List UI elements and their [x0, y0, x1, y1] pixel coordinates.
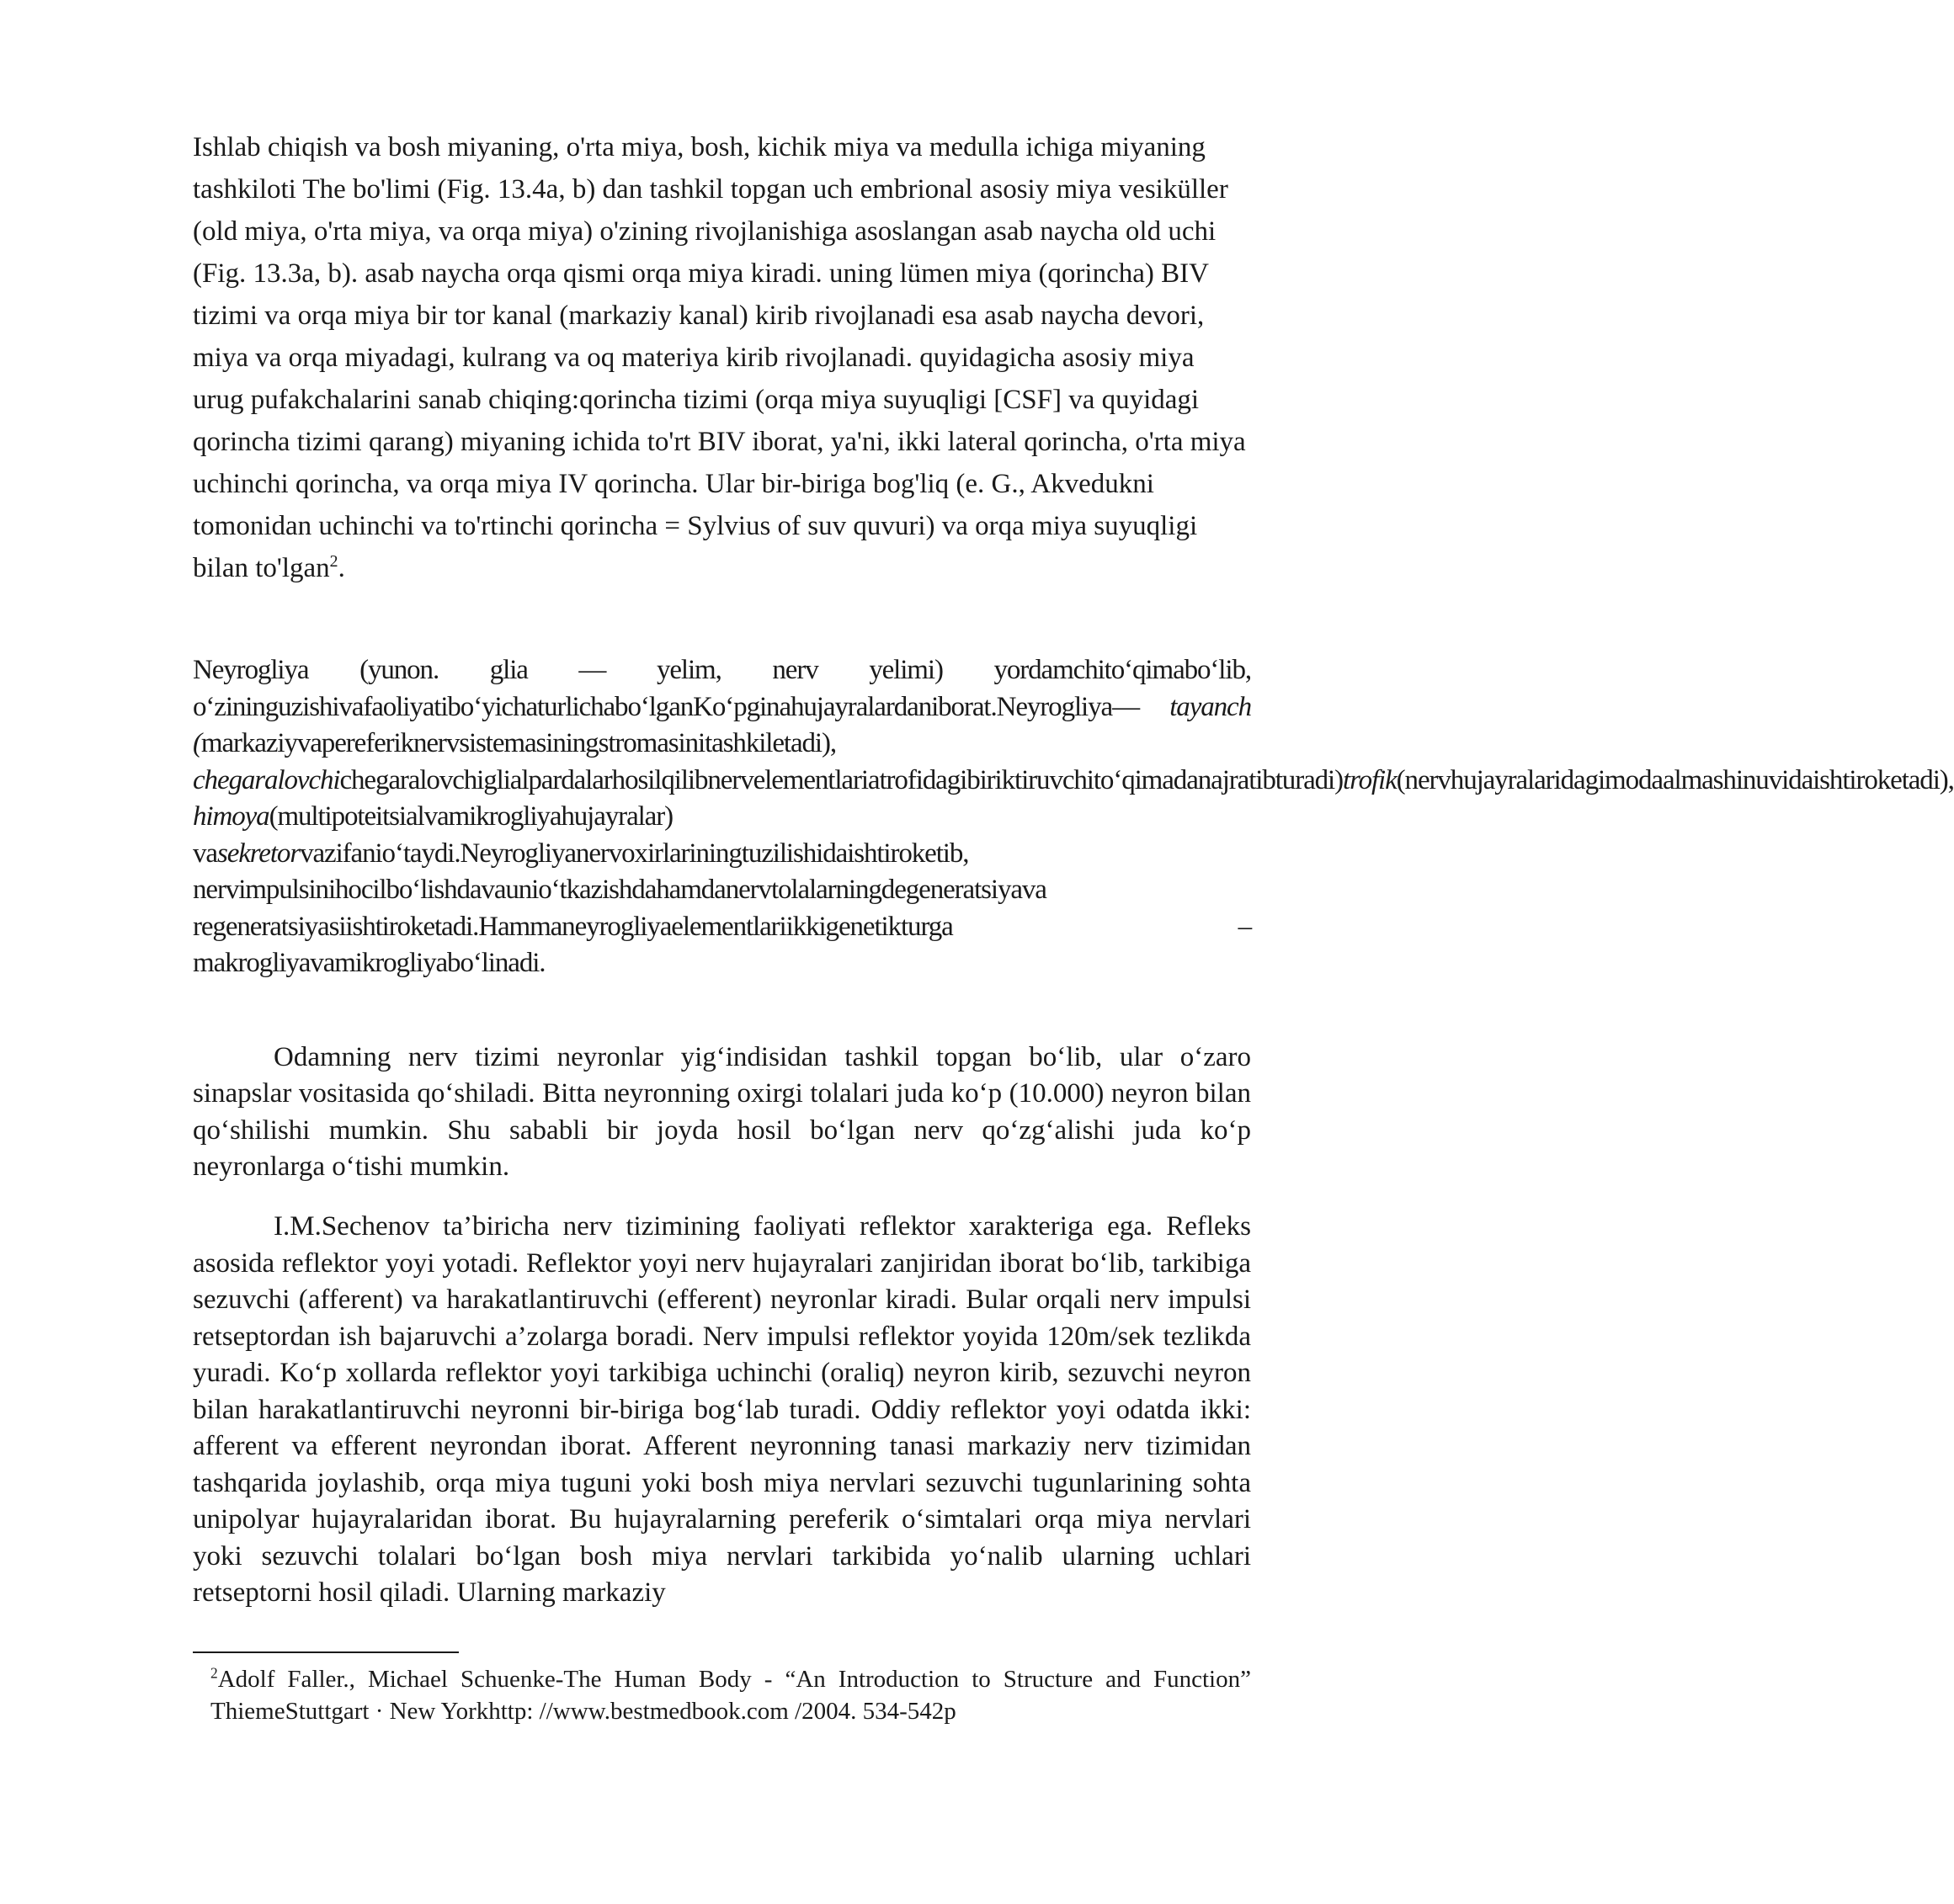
text-run: (multipoteitsialvamikrogliyahujayralar) va	[193, 801, 674, 869]
italic-term: sekretor	[216, 838, 301, 869]
text-run: markaziyvapereferiknervsistemasiningstromasinitashkiletadi),	[200, 728, 837, 758]
footnote-reference[interactable]: 2	[329, 552, 338, 571]
footnote	[210, 1663, 1251, 1727]
italic-term: himoya	[193, 801, 269, 832]
text-run: vazifanio‘taydi.Neyrogliyanervoxirlariningtuzilishidaishtiroketib, nervimpulsinihocilbo‘lishdavaunio‘tkazishdahamdanervtolalarningdegeneratsiyava regeneratsiyasiishtiroketadi.Hammaneyrogliyaelementlariikkigenetikturga – makrogliyavamikrogliyabo‘linadi.	[193, 838, 1251, 978]
paragraph-text: Ishlab chiqish va bosh miyaning, o'rta miya, bosh, kichik miya va medulla ichiga miyaning tashkiloti The bo'limi (Fig. 13.4a, b) dan tashkil topgan uch embrional asosiy miya vesiküller (old miya, o'rta miya, va orqa miya) o'zining rivojlanishiga asoslangan asab naycha old uchi (Fig. 13.3a, b). asab naycha orqa qismi orqa miya kiradi. uning lümen miya (qorincha) BIV tizimi va orqa miya bir tor kanal (markaziy kanal) kirib rivojlanadi esa asab naycha devori, miya va orqa miyadagi, kulrang va oq materiya kirib rivojlanadi. quyidagicha asosiy miya urug pufakchalarini sanab chiqing:qorincha tizimi (orqa miya suyuqligi [CSF] va quyidagi qorincha tizimi qarang) miyaning ichida to'rt BIV iborat, ya'ni, ikki lateral qorincha, o'rta miya uchinchi qorincha, va orqa miya IV qorincha. Ular bir-biriga bog'liq (e. G., Akvedukni tomonidan uchinchi va to'rtinchi qorincha = Sylvius of suv quvuri) va orqa miya suyuqligi bilan to'lgan	[193, 132, 1246, 583]
footnote-marker: 2	[210, 1664, 218, 1682]
paragraph-reflex-arc: I.M.Sechenov ta’biricha nerv tizimining faoliyati reflektor xarakteriga ega. Refleks asosida reflektor yoyi yotadi. Reflektor yoyi nerv hujayralari zanjiridan iborat bo‘lib, tarkibiga sezuvchi (afferent) va harakatlantiruvchi (efferent) neyronlar kiradi. Bular orqali nerv impulsi retseptordan ish bajaruvchi a’zolarga boradi. Nerv impulsi reflektor yoyida 120m/sek tezlikda yuradi. Ko‘p xollarda reflektor yoyi tarkibiga uchinchi (oraliq) neyron kirib, sezuvchi neyron bilan harakatlantiruvchi neyronni bir-biriga bog‘lab turadi. Oddiy reflektor yoyi odatda ikki: afferent va efferent neyrondan iborat. Afferent neyronning tanasi markaziy nerv tizimidan tashqarida joylashib, orqa miya tuguni yoki bosh miya nervlari sezuvchi tugunlarining sohta unipolyar hujayralaridan iborat. Bu hujayralarning pereferik o‘simtalari orqa miya nervlari yoki sezuvchi tolalari bo‘lgan bosh miya nervlari tarkibida yo‘nalib ularning uchlari retseptorni hosil qiladi. Ularning markaziy	[193, 1211, 1251, 1608]
footnote-text: Adolf Faller., Michael Schuenke-The Human Body - “An Introduction to Structure and Function” ThiemeStuttgart · New Yorkhttp: //www.bestmedbook.com /2004. 534-542p	[210, 1666, 1251, 1725]
italic-term: chegaralovchi	[193, 764, 340, 795]
footnote-separator	[193, 1651, 459, 1653]
paragraph-neurons: Odamning nerv tizimi neyronlar yig‘indisidan tashkil topgan bo‘lib, ular o‘zaro sinapslar vositasida qo‘shiladi. Bitta neyronning oxirgi tolalari juda ko‘p (10.000) neyron bilan qo‘shilishi mumkin. Shu sababli bir joyda hosil bo‘lgan nerv qo‘zg‘alishi juda ko‘p neyronlarga o‘tishi mumkin.	[193, 1042, 1251, 1182]
italic-term: tayanch (	[193, 691, 1251, 758]
paragraph-neuroglia	[193, 652, 1954, 982]
text-run: chegaralovchiglialpardalarhosilqilibnervelementlariatrofidagibiriktiruvchito‘qimadanajratibturadi)	[339, 764, 1343, 795]
italic-term: trofik	[1343, 764, 1397, 795]
text-run: (nervhujayralaridagimodaalmashinuvidaishtiroketadi),	[1396, 764, 1954, 795]
paragraph-brain-development	[193, 126, 1251, 589]
text-run: Neyrogliya (yunon. glia — yelim, nerv yelimi) yordamchito‘qimabo‘lib, o‘zininguzishivafaoliyatibo‘yichaturlichabo‘lganKo‘pginahujayralardaniborat.Neyrogliya—	[193, 655, 1251, 722]
paragraph-end: .	[338, 553, 345, 583]
